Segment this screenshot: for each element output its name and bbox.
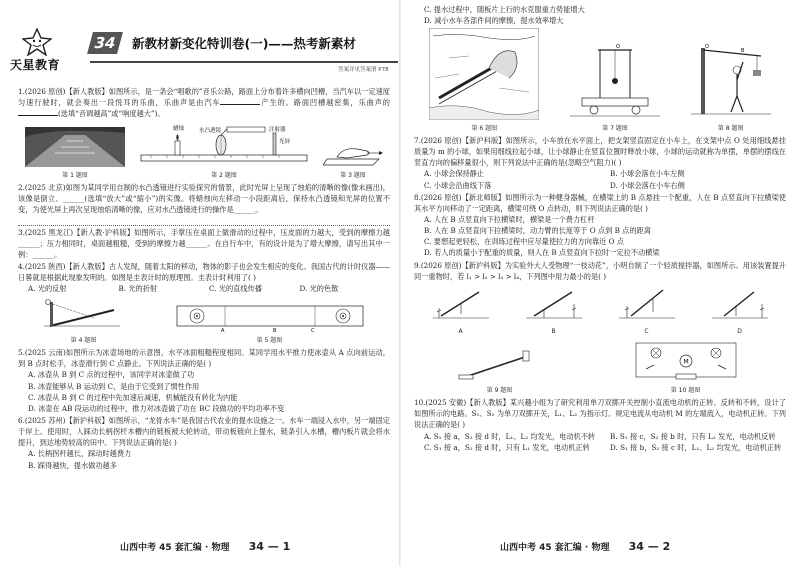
q10-option-b[interactable]: B. S₁ 接 c，S₂ 接 b 时，只有 L₂ 发光，电动机反转: [610, 431, 776, 441]
label-candle: 蜡烛: [173, 126, 185, 133]
figure-1: [25, 127, 125, 180]
q9-text: 9.(2026 原创)【新沪科版】为实验外大人受物理“一枝动花”，小明自制了一个轻质搅拌器，如图所示。用该装置提升同一重物时，若 l₁ > l₂ > l₃ > l₄，下列图中用力最小的是( ): [414, 260, 786, 281]
q7-options: [414, 168, 786, 190]
fig2-caption: 第 2 题图: [211, 171, 237, 179]
paper-title: 新教材新变化特训卷(一)——热考新素材: [132, 36, 356, 51]
q1-blank-1[interactable]: [220, 99, 260, 105]
q7-text: 7.(2026 原创)【新沪科版】如图所示，小车放在水平面上，把支架竖直固定在小车上，在支架中点 O 处用细线悬挂质量为 m 的小球，如果用细线拉起小球，让小球静止在竖直位置时释放小球，小球的运动就称为单摆，单摆的摆线在竖直方向的偏移量很小，则下列说法中正确的是(忽略空气阻力)( ): [414, 135, 786, 168]
q6-option-b[interactable]: B. 踩得越快，提水做功越多: [28, 460, 117, 470]
right-content: [414, 4, 786, 454]
optical-bench-diagram: [139, 121, 309, 167]
question-6: [18, 415, 390, 471]
figure-10: [626, 339, 746, 396]
left-footer: [120, 538, 290, 552]
figures-1-3: [18, 121, 390, 180]
music-road-photo: [25, 127, 125, 167]
label-water-lens: 水凸透镜: [199, 128, 222, 135]
q5-option-b[interactable]: B. 冰壶能够从 B 运动到 C，是由于它受到了惯性作用: [28, 381, 200, 391]
q4-options: [18, 283, 390, 294]
q6-text: 6.(2025 苏州)【新沪科版】如图所示，“龙骨水车”是我国古代农业的提水设施之一。水车一端浸入水中，另一端固定于岸上。使用时，人踩动长柄拐杆木槽内的链板被大轮转动，带动板链向上提水，链条引入水槽，槽内板片就会将水提升，到达地势较高的田中。下列说法正确的是( ): [18, 416, 390, 448]
q8-option-d[interactable]: D. 若人的质量小于配重的质量，则人在 B 点竖直向下拉时一定拉不动横梁: [424, 248, 660, 258]
figure-3: [323, 133, 383, 180]
title-rule: [90, 61, 398, 63]
q7-option-d[interactable]: D. 小球会落在小车右侧: [610, 180, 685, 190]
question-10: [414, 397, 786, 453]
q5-text: 5.(2025 云南)如图所示为冰壶场地的示意图，水平冰面粗糙程度相同。某同学用水平推力使冰壶从 A 点向前运动，到 B 点时松手，冰壶滑行到 C 点静止。下列说法正确的是( ): [18, 348, 390, 369]
question-8: [414, 192, 786, 259]
q2-answer-line[interactable]: [18, 217, 390, 226]
question-4: [18, 261, 390, 294]
svg-text:A: A: [220, 328, 224, 333]
rod-diagram-a: [431, 284, 491, 324]
question-2: [18, 182, 390, 215]
figures-6-8: [414, 28, 786, 133]
fig4-caption: 第 4 题图: [70, 336, 97, 344]
q4-text: 4.(2025 陕西)【新人教版】古人发现，随着太阳的移动，物体的影子也会发生相应的变化。我国古代的计时仪器——日晷就是根据此现象发明的。如图是圭表计时的原理图。圭表计时利用了( ): [18, 262, 390, 283]
label-syringe: 注射器: [269, 127, 286, 134]
question-3: [18, 227, 390, 260]
left-content: [18, 86, 390, 472]
brand-star-icon: [22, 28, 52, 56]
right-page-number: 34 — 2: [628, 540, 671, 553]
answer-reference: 答案详见答案册 P78: [338, 67, 389, 73]
q10-text: 10.(2025 安徽)【新人教版】某兴趣小组为了研究利用单刀双掷开关控制小直流电动机的正转、反转和不转，设计了如图所示的电路。S₁、S₂ 为单刀双掷开关，L₁、L₂ 为指示灯。规定电流从电动机 M 的左端流入，电动机正转。下列说法正确的是( ): [414, 398, 786, 430]
fig5-caption: 第 5 题图: [256, 336, 283, 344]
q5-option-a[interactable]: A. 冰壶从 B 到 C 点的过程中，该同学对冰壶做了功: [28, 370, 195, 380]
figure-6: [429, 28, 539, 133]
q6-option-c[interactable]: C. 提水过程中，随板片上行的水克服重力势能增大: [424, 5, 585, 14]
q9-option-figures: [414, 284, 786, 337]
question-9: [414, 260, 786, 282]
fig3-caption: 第 3 题图: [340, 171, 366, 179]
sundial-diagram: [44, 296, 124, 332]
q10-option-a[interactable]: A. S₁ 接 a，S₂ 接 d 时，L₁、L₂ 均发光，电动机不转: [424, 431, 596, 441]
q10-options: [414, 431, 786, 453]
q7-option-a[interactable]: A. 小球会保持静止: [424, 169, 485, 179]
q1-text1: 1.(2026 原创)【新人教版】如图所示，是一条会“唱歌的”音乐公路，路面上分布着许多横向凹槽，当汽车以一定速度匀速行驶时，就会奏出一段悦耳的乐曲，乐曲声是由汽车: [18, 87, 390, 108]
q8-option-c[interactable]: C. 要想起更轻松，在训练过程中应尽量使拉力的方向靠近 O 点: [424, 237, 624, 247]
q9-figure-d[interactable]: [710, 284, 770, 337]
q5-option-c[interactable]: C. 冰壶从 B 到 C 的过程中先加速后减速，机械能没有转化为内能: [28, 392, 238, 402]
q9-figure-a[interactable]: [431, 284, 491, 337]
q4-option-d[interactable]: D. 光的色散: [299, 284, 339, 294]
figure-2: [139, 121, 309, 180]
rod-diagram-c: [617, 284, 677, 324]
q2-text: 2.(2025 北京)如图为某同学用自制的水凸透镜进行实验探究的情景，此时光屏上呈现了烛焰的清晰的像(像未画出)，该像是倒立、______(选填“放大”或“缩小”)的实像。将蜡烛向左移动一小段距离后，保持水凸透镜和光屏的位置不变，为使光屏上再次呈现烛焰清晰的像，应对水凸透镜进行的操作是______。: [18, 183, 390, 215]
dragon-waterwheel-illustration: [429, 28, 539, 120]
left-page-number: 34 — 1: [248, 540, 291, 553]
q1-blank-2[interactable]: [18, 110, 58, 116]
question-1: [18, 86, 390, 119]
q8-text: 8.(2026 原创)【新北师版】如图所示为一种健身器械，在横梁上的 B 点悬挂一个配重，人在 B 点竖直向下拉横梁使其水平方向移动了一定距离，横梁可绕 O 点转动，则下列说法正确的是( ): [414, 192, 786, 213]
q9-label-b: B: [551, 328, 556, 336]
q5-option-d[interactable]: D. 冰壶在 AB 段运动的过程中，推力对冰壶做了功在 BC 段做功的平均功率不变: [28, 403, 285, 413]
q6-option-a[interactable]: A. 长柄拐杆越长，踩动时越费力: [28, 449, 132, 459]
svg-text:B: B: [272, 328, 276, 333]
fig9-caption: 第 9 题图: [486, 386, 513, 394]
q10-option-c[interactable]: C. S₁ 接 a，S₂ 接 d 时，只有 L₁ 发光，电动机正转: [424, 442, 590, 452]
q7-option-b[interactable]: B. 小球会落在小车左侧: [610, 169, 685, 179]
q8-option-a[interactable]: A. 人在 B 点竖直向下拉横梁时，横梁是一个费力杠杆: [424, 215, 595, 224]
curling-rink-diagram: [175, 302, 365, 332]
figure-8: [691, 40, 771, 133]
rod-diagram-b: [524, 284, 584, 324]
q3-text: 3.(2025 黑龙江)【新人教·沪科版】如图所示，手掌压在桌面上做滑动的过程中，压皮面的力越大，受到的摩擦力越______；压力相同时，桌面越粗糙，受到的摩擦力越______。在自行车中，有的设计是为了增大摩擦，请写出其中一例：______。: [18, 227, 390, 259]
figure-9: [455, 347, 545, 396]
q8-option-b[interactable]: B. 人在 B 点竖直向下拉横梁时，动力臂的长度等于 O 点到 B 点的距离: [424, 226, 651, 236]
q4-option-c[interactable]: C. 光的直线传播: [209, 284, 262, 294]
fitness-lever-diagram: [691, 40, 771, 120]
mixer-tool-diagram: [455, 347, 545, 383]
figure-7: [570, 40, 660, 133]
brand-name: 天星教育: [10, 58, 61, 72]
fig7-caption: 第 7 题图: [602, 124, 628, 132]
q1-text2: 产生的。路面凹槽越密集，乐曲声的: [260, 98, 390, 108]
pendulum-cart-diagram: [570, 40, 660, 120]
right-footer: [500, 538, 670, 552]
q9-figure-c[interactable]: [617, 284, 677, 337]
right-page: [400, 0, 800, 566]
left-footer-title: 山西中考 45 套汇编 · 物理: [120, 543, 230, 553]
svg-text:C: C: [310, 328, 314, 333]
q7-option-c[interactable]: C. 小球会沿曲线下落: [424, 180, 492, 190]
fig10-caption: 第 10 题图: [670, 386, 701, 394]
q9-label-d: D: [737, 328, 742, 336]
q4-option-b[interactable]: B. 光的折射: [118, 284, 158, 294]
figures-4-5: [18, 296, 390, 345]
q10-option-d[interactable]: D. S₁ 接 b，S₂ 接 c 时，L₁、L₂ 均发光，电动机正转: [610, 442, 782, 452]
svg-text:M: M: [683, 358, 689, 366]
fig1-caption: 第 1 题图: [62, 171, 88, 179]
motor-circuit-diagram: [626, 339, 746, 383]
svg-text:B: B: [740, 48, 745, 55]
figure-5: [175, 302, 365, 345]
paper-number: 34: [87, 32, 123, 54]
q9-label-c: C: [644, 328, 649, 336]
rod-diagram-d: [710, 284, 770, 324]
page-header: [8, 28, 398, 80]
hand-on-table-diagram: [323, 133, 383, 167]
q9-label-a: A: [458, 328, 463, 336]
label-screen: 光屏: [279, 139, 291, 146]
question-5: [18, 347, 390, 414]
q6-option-d[interactable]: D. 减小水车各部件间的摩擦，提水效率增大: [424, 16, 564, 26]
q9-figure-b[interactable]: [524, 284, 584, 337]
question-7: [414, 135, 786, 191]
q4-option-a[interactable]: A. 光的反射: [28, 284, 67, 294]
svg-text:O: O: [615, 44, 620, 51]
right-footer-title: 山西中考 45 套汇编 · 物理: [500, 543, 610, 553]
figure-4: [44, 296, 124, 345]
q1-text3: (选填“音调越高”或“响度越大”)。: [58, 109, 165, 119]
figures-9-10: [414, 339, 786, 396]
fig6-caption: 第 6 题图: [471, 124, 498, 132]
svg-text:O: O: [704, 44, 709, 51]
fig8-caption: 第 8 题图: [717, 124, 744, 132]
